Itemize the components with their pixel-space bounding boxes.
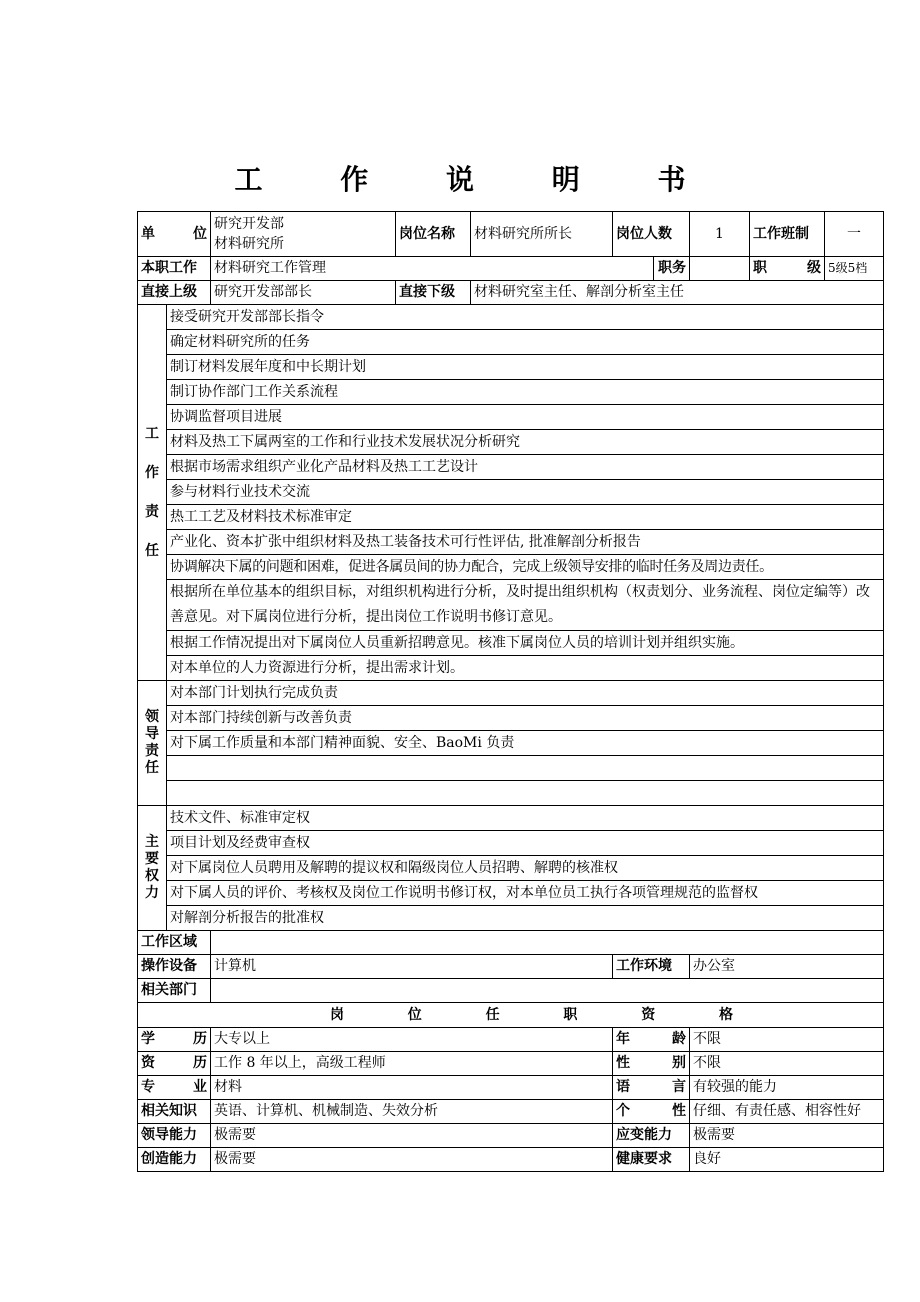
qual-left-value: 英语、计算机、机械制造、失效分析 xyxy=(211,1100,613,1124)
subordinate-value: 材料研究室主任、解剖分析室主任 xyxy=(471,281,884,305)
qual-right-value: 不限 xyxy=(690,1028,884,1052)
qual-left-label: 相关知识 xyxy=(138,1100,211,1124)
duty-item: 根据工作情况提出对下属岗位人员重新招聘意见。核准下属岗位人员的培训计划并组织实施。 xyxy=(167,631,884,656)
qual-right-label: 性 别 xyxy=(613,1052,690,1076)
duty-item: 对本单位的人力资源进行分析，提出需求计划。 xyxy=(167,656,884,681)
duty-item: 接受研究开发部部长指令 xyxy=(167,305,884,330)
qual-heading-char: 格 xyxy=(718,1006,733,1023)
qual-right-label: 语 言 xyxy=(613,1076,690,1100)
subordinate-label: 直接下级 xyxy=(396,281,471,305)
powers-char-3: 权 xyxy=(145,868,159,884)
duty-row xyxy=(138,380,884,405)
powers-char-1: 主 xyxy=(145,834,159,850)
power-item: 对下属人员的评价、考核权及岗位工作说明书修订权，对本单位员工执行各项管理规范的监督权 xyxy=(167,881,884,906)
leadership-duties-label xyxy=(138,681,167,806)
header-row-1 xyxy=(138,212,884,257)
leadership-row xyxy=(138,756,884,781)
position-label: 职 务 xyxy=(654,257,690,281)
duty-item: 制订材料发展年度和中长期计划 xyxy=(167,355,884,380)
shift-value: 一 xyxy=(825,212,884,257)
powers-char-2: 要 xyxy=(145,851,159,867)
environment-label: 工作环境 xyxy=(613,955,690,979)
qual-left-value: 工作 8 年以上，高级工程师 xyxy=(211,1052,613,1076)
duty-item: 热工工艺及材料技术标准审定 xyxy=(167,505,884,530)
unit-value-line2: 材料研究所 xyxy=(214,236,284,252)
duty-row xyxy=(138,656,884,681)
duty-row xyxy=(138,480,884,505)
job-description-table xyxy=(137,211,884,1172)
main-powers-label xyxy=(138,806,167,931)
headcount-value: 1 xyxy=(690,212,750,257)
duty-item: 根据所在单位基本的组织目标，对组织机构进行分析，及时提出组织机构（权责划分、业务流程、岗位定编等）改善意见。对下属岗位进行分析，提出岗位工作说明书修订意见。 xyxy=(167,580,884,631)
qual-right-value: 有较强的能力 xyxy=(690,1076,884,1100)
main-job-label: 本职工作 xyxy=(138,257,211,281)
qual-heading-char: 岗 xyxy=(330,1006,344,1023)
power-item: 对下属岗位人员聘用及解聘的提议权和隔级岗位人员招聘、解聘的核准权 xyxy=(167,856,884,881)
leadership-row xyxy=(138,731,884,756)
header-row-2 xyxy=(138,257,884,281)
equipment-row xyxy=(138,955,884,979)
duty-row xyxy=(138,330,884,355)
environment-value: 办公室 xyxy=(690,955,884,979)
leadership-row xyxy=(138,706,884,731)
shift-label: 工作班制 xyxy=(750,212,825,257)
power-item: 项目计划及经费审查权 xyxy=(167,831,884,856)
duty-item: 协调解决下属的问题和困难，促进各属员间的协力配合，完成上级领导安排的临时任务及周边责任。 xyxy=(167,555,884,580)
qual-right-label: 个 性 xyxy=(613,1100,690,1124)
duty-row xyxy=(138,580,884,631)
work-duties-label xyxy=(138,305,167,681)
equipment-label: 操作设备 xyxy=(138,955,211,979)
qual-right-value: 极需要 xyxy=(690,1124,884,1148)
superior-value: 研究开发部部长 xyxy=(211,281,396,305)
qual-heading-char: 资 xyxy=(641,1006,656,1023)
work-duties-char-1: 工 xyxy=(145,425,159,442)
position-value xyxy=(690,257,750,281)
work-area-row xyxy=(138,931,884,955)
qual-right-value: 仔细、有责任感、相容性好 xyxy=(690,1100,884,1124)
unit-value xyxy=(211,212,396,257)
main-job-value: 材料研究工作管理 xyxy=(211,257,654,281)
qual-row xyxy=(138,1076,884,1100)
post-name-value: 材料研究所所长 xyxy=(471,212,613,257)
leadership-item: 对下属工作质量和本部门精神面貌、安全、BaoMi 负责 xyxy=(167,731,884,756)
qual-left-label: 创造能力 xyxy=(138,1148,211,1172)
qual-right-label: 健康要求 xyxy=(613,1148,690,1172)
grade-value: 5级5档 xyxy=(825,257,884,281)
duty-row xyxy=(138,305,884,330)
power-row xyxy=(138,881,884,906)
leadership-row xyxy=(138,681,884,706)
powers-char-4: 力 xyxy=(145,885,159,901)
qual-heading-char: 位 xyxy=(407,1006,422,1023)
duty-row xyxy=(138,355,884,380)
work-duties-char-3: 责 xyxy=(145,503,159,520)
qual-row xyxy=(138,1028,884,1052)
qual-left-label: 资 历 xyxy=(138,1052,211,1076)
qual-heading-char: 职 xyxy=(563,1006,578,1023)
superior-label: 直接上级 xyxy=(138,281,211,305)
qualifications-heading xyxy=(138,1003,884,1028)
unit-value-line1: 研究开发部 xyxy=(214,216,284,232)
qual-row xyxy=(138,1100,884,1124)
related-dept-label: 相关部门 xyxy=(138,979,211,1003)
duty-row xyxy=(138,455,884,480)
qualifications-heading-row xyxy=(138,1003,884,1028)
qual-left-label: 领导能力 xyxy=(138,1124,211,1148)
leadership-char-2: 导 xyxy=(145,726,159,742)
leadership-char-1: 领 xyxy=(145,709,159,725)
leadership-item: 对本部门计划执行完成负责 xyxy=(167,681,884,706)
power-row xyxy=(138,856,884,881)
document-title: 工 作 说 明 书 xyxy=(234,163,720,196)
qual-left-value: 大专以上 xyxy=(211,1028,613,1052)
work-duties-char-2: 作 xyxy=(145,464,159,481)
qual-right-label: 年 龄 xyxy=(613,1028,690,1052)
power-item: 技术文件、标准审定权 xyxy=(167,806,884,831)
qual-heading-char: 任 xyxy=(485,1006,500,1023)
unit-label: 单 位 xyxy=(138,212,211,257)
qual-row xyxy=(138,1052,884,1076)
work-area-label: 工作区域 xyxy=(138,931,211,955)
duty-item: 确定材料研究所的任务 xyxy=(167,330,884,355)
grade-label: 职 级 xyxy=(750,257,825,281)
header-row-3 xyxy=(138,281,884,305)
related-dept-value xyxy=(211,979,884,1003)
qual-row xyxy=(138,1124,884,1148)
duty-item: 制订协作部门工作关系流程 xyxy=(167,380,884,405)
qual-right-value: 不限 xyxy=(690,1052,884,1076)
work-area-value xyxy=(211,931,884,955)
qual-right-label: 应变能力 xyxy=(613,1124,690,1148)
duty-row xyxy=(138,530,884,555)
duty-row xyxy=(138,405,884,430)
qual-left-value: 极需要 xyxy=(211,1148,613,1172)
leadership-item: 对本部门持续创新与改善负责 xyxy=(167,706,884,731)
leadership-char-3: 责 xyxy=(145,743,159,759)
leadership-char-4: 任 xyxy=(145,760,159,776)
power-item: 对解剖分析报告的批准权 xyxy=(167,906,884,931)
qual-right-value: 良好 xyxy=(690,1148,884,1172)
headcount-label: 岗位人数 xyxy=(613,212,690,257)
power-row xyxy=(138,831,884,856)
duty-row xyxy=(138,430,884,455)
power-row xyxy=(138,806,884,831)
leadership-item xyxy=(167,756,884,781)
qual-left-label: 专 业 xyxy=(138,1076,211,1100)
leadership-row xyxy=(138,781,884,806)
qual-row xyxy=(138,1148,884,1172)
qual-left-value: 材料 xyxy=(211,1076,613,1100)
duty-row xyxy=(138,505,884,530)
equipment-value: 计算机 xyxy=(211,955,613,979)
qual-left-value: 极需要 xyxy=(211,1124,613,1148)
duty-item: 材料及热工下属两室的工作和行业技术发展状况分析研究 xyxy=(167,430,884,455)
power-row xyxy=(138,906,884,931)
post-name-label: 岗位名称 xyxy=(396,212,471,257)
related-dept-row xyxy=(138,979,884,1003)
duty-row xyxy=(138,555,884,580)
work-duties-char-4: 任 xyxy=(145,542,159,559)
duty-item: 产业化、资本扩张中组织材料及热工装备技术可行性评估, 批准解剖分析报告 xyxy=(167,530,884,555)
duty-item: 协调监督项目进展 xyxy=(167,405,884,430)
duty-item: 参与材料行业技术交流 xyxy=(167,480,884,505)
duty-row xyxy=(138,631,884,656)
qual-left-label: 学 历 xyxy=(138,1028,211,1052)
leadership-item xyxy=(167,781,884,806)
duty-item: 根据市场需求组织产业化产品材料及热工工艺设计 xyxy=(167,455,884,480)
